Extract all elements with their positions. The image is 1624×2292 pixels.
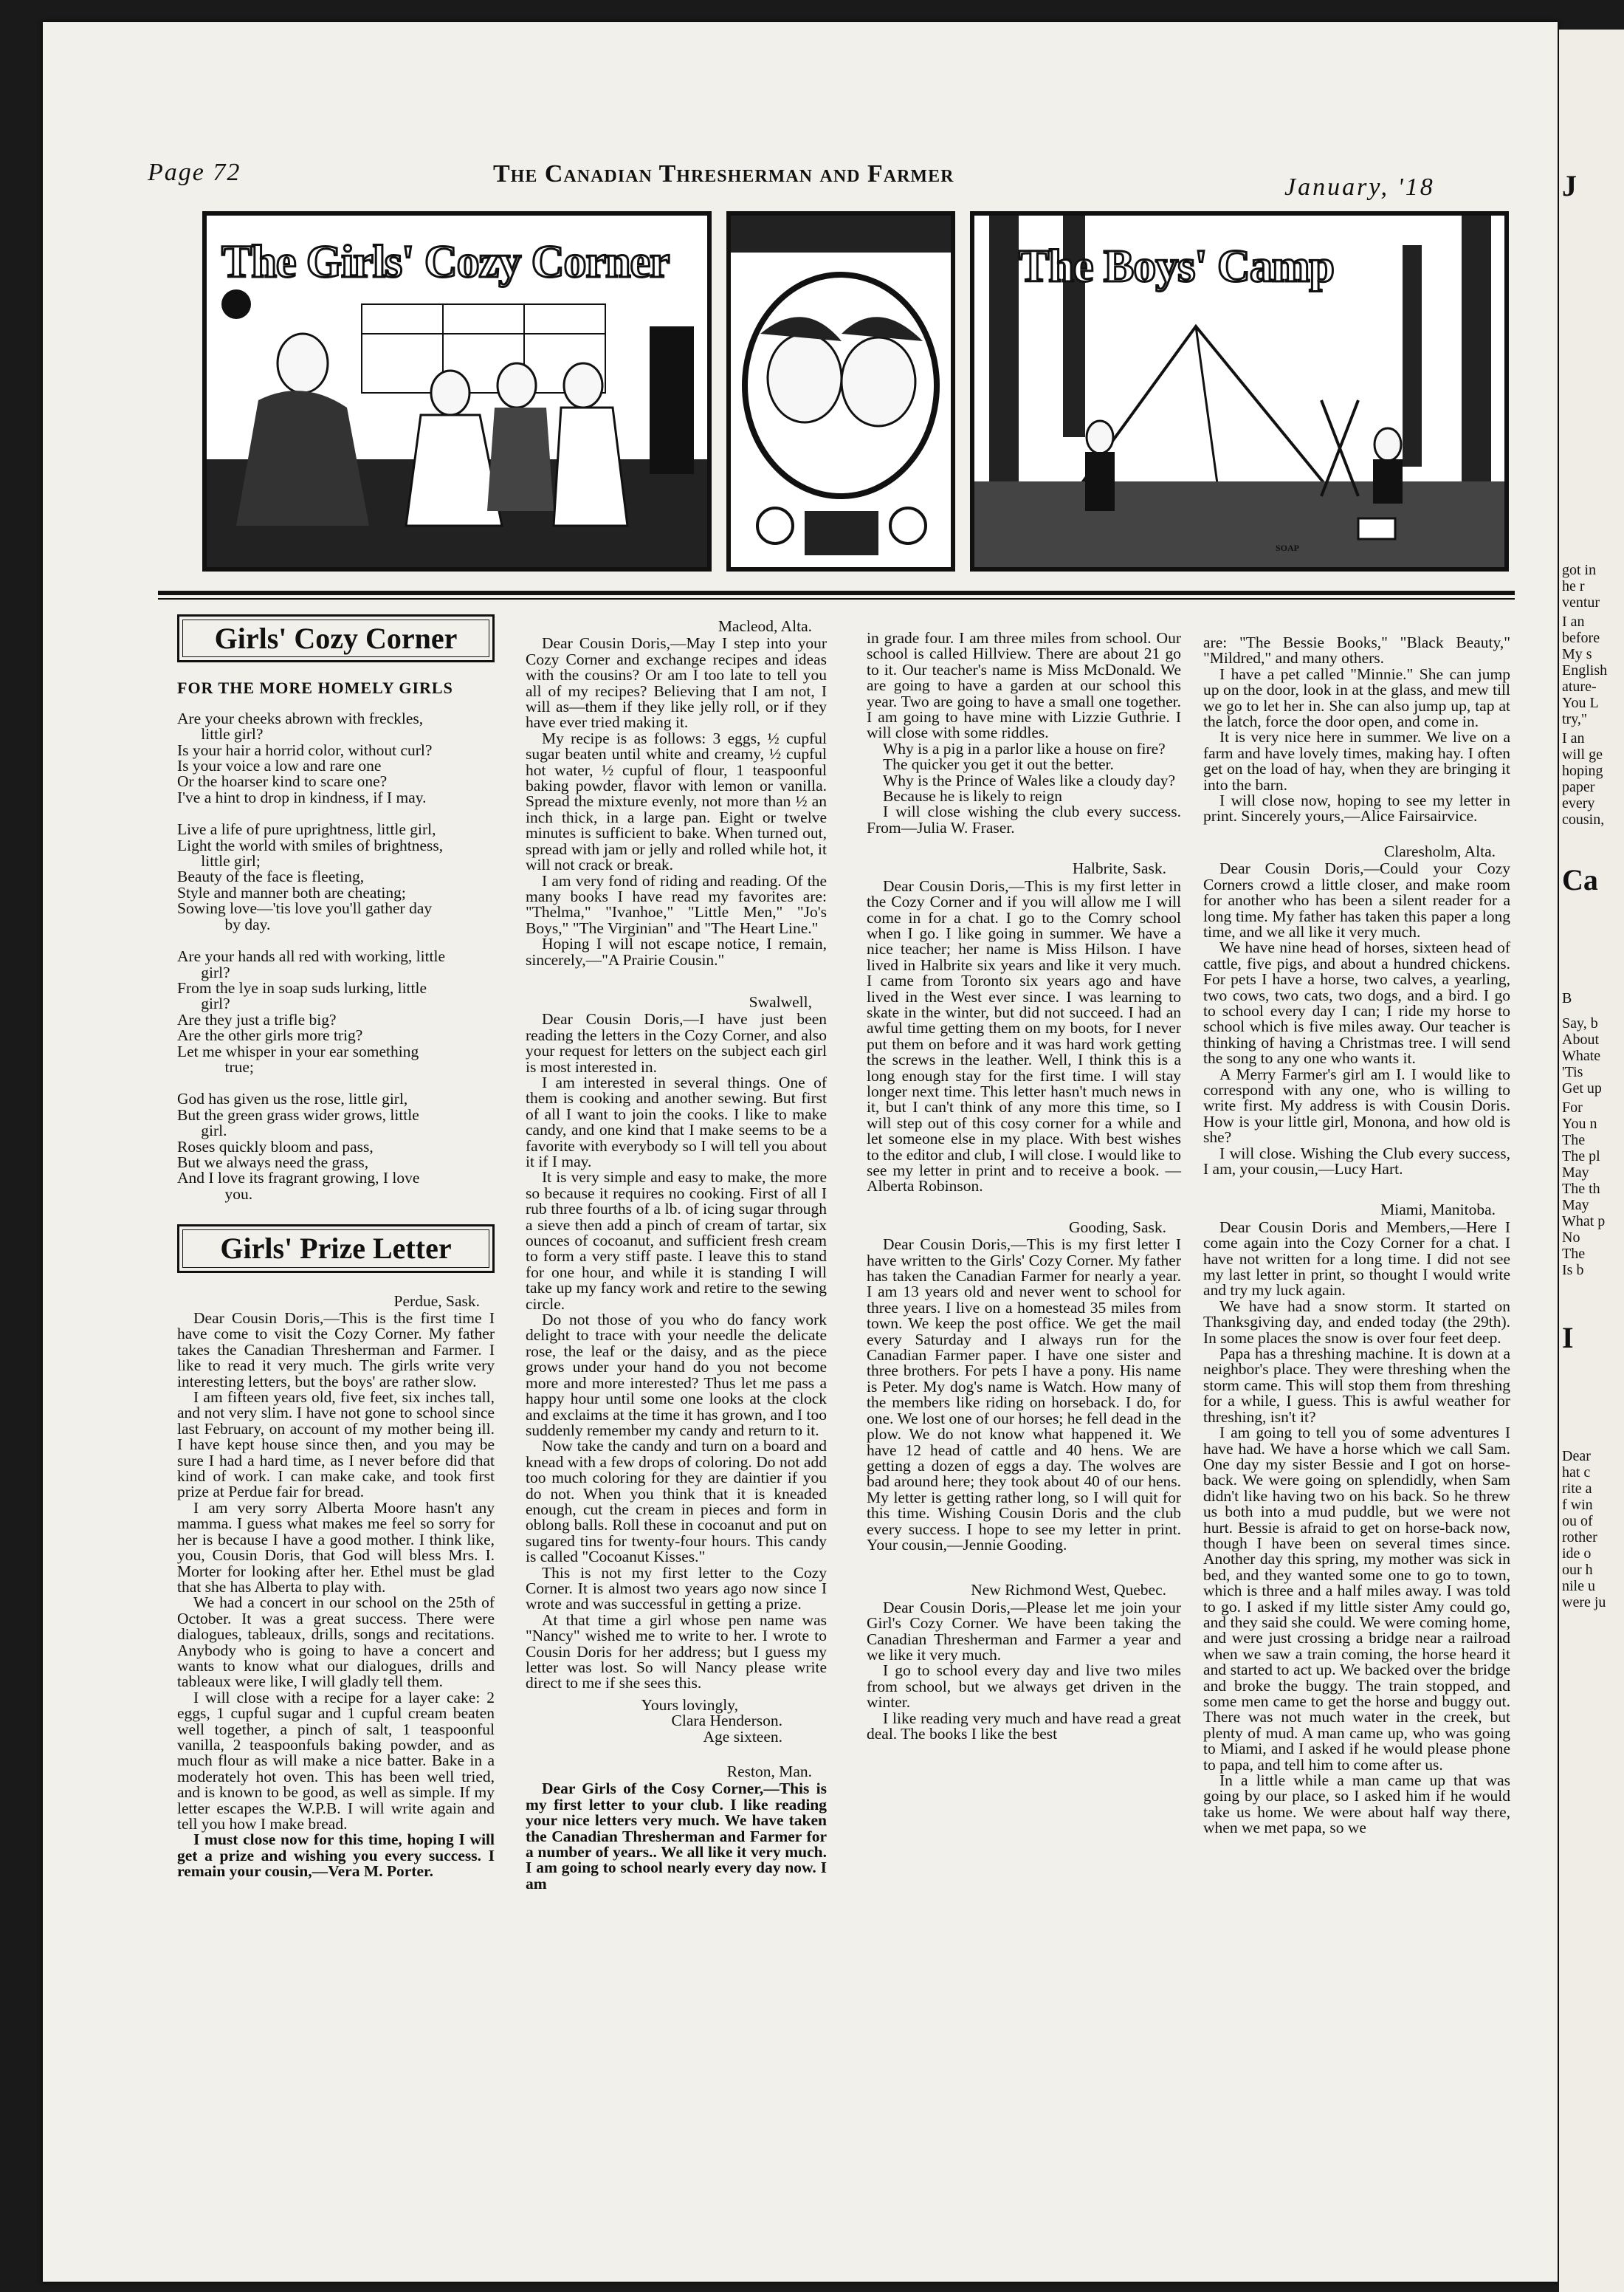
- adjacent-page-fragment: B: [1562, 990, 1572, 1006]
- letter-paragraph: I have a pet called "Minnie." She can jump up on the door, look in at the glass, and mew till we go to let her in. She can also jump up, tap at the latch, force the door open, and come in.: [1203, 665, 1510, 731]
- girls-cozy-corner-heading-box: [177, 614, 495, 662]
- prize-letter-heading: Girls' Prize Letter: [182, 1229, 489, 1267]
- center-portrait-panel: [726, 211, 955, 572]
- letter-paragraph: Dear Girls of the Cosy Corner,—This is my first letter to your club. I like reading your nice letters very much. We have taken the Canadian Thresherman and Farmer for a number of years.. We all like it very much. I am going to school nearly every day now. I am: [526, 1780, 827, 1893]
- poem-stanza-2: Live a life of pure uprightness, little girl, Light the world with smiles of brightness, little girl; Beauty of the face is fleeting, Style and manner both are cheating; Sowing love—'tis love you'll gather day by day.: [177, 820, 444, 933]
- adjacent-page-fragment: May: [1562, 1164, 1589, 1181]
- adjacent-page-fragment: English: [1562, 662, 1608, 679]
- adjacent-page-fragment: The pl: [1562, 1148, 1600, 1164]
- page-header: [148, 151, 1435, 201]
- adjacent-page-fragment: rite a: [1562, 1480, 1592, 1497]
- header-rule: [158, 591, 1515, 595]
- letter-paragraph: We have had a snow storm. It started on Thanksgiving day, and ended today (the 29th). In some places the snow is over four feet deep.: [1203, 1297, 1510, 1347]
- adjacent-page-fragment: got in: [1562, 562, 1597, 578]
- letter-paragraph: I like reading very much and have read a great deal. The books I like the best: [867, 1709, 1181, 1743]
- prize-letter-heading-box: [177, 1224, 495, 1272]
- adjacent-page-fragment: rother: [1562, 1529, 1597, 1545]
- letter-place: Claresholm, Alta.: [1383, 842, 1496, 860]
- letter-place: Gooding, Sask.: [1069, 1218, 1166, 1236]
- letter-paragraph: At that time a girl whose pen name was "Nancy" wished me to write to her. I wrote to Cousin Doris for her address; but I guess my letter was lost. So will Nancy please write direct to me if she sees this.: [526, 1610, 827, 1692]
- adjacent-page-fragment: For: [1562, 1099, 1583, 1116]
- adjacent-page-fragment: Ca: [1562, 863, 1598, 896]
- adjacent-page-fragment: Is b: [1562, 1262, 1584, 1278]
- letter-paragraph: The quicker you get it out the better.: [883, 755, 1114, 774]
- adjacent-page-fragment: I an: [1562, 614, 1585, 630]
- letter-paragraph: Papa has a threshing machine. It is down at a neighbor's place. They were threshing when the storm came. This will stop them from threshing for a while, I guess. This is awful weather for threshing, isn't it?: [1203, 1345, 1510, 1426]
- letter-place: New Richmond West, Quebec.: [971, 1581, 1166, 1599]
- girls-cozy-corner-panel: [202, 211, 712, 572]
- adjacent-page-fragment: What p: [1562, 1213, 1606, 1229]
- adjacent-page-fragment: before: [1562, 630, 1600, 646]
- adjacent-page-fragment: Say, b: [1562, 1015, 1598, 1032]
- children-portrait-illustration: [731, 216, 951, 567]
- prize-paragraph: We had a concert in our school on the 25th of October. It was a great success. There were dialogues, tableaux, drills, songs and recitations. Anybody who is going to have a concert and wants to know what our dialogues, drills and tableaux were like, I will gladly tell them.: [177, 1593, 495, 1691]
- prize-paragraph: Dear Cousin Doris,—This is the first time I have come to visit the Cozy Corner. My father takes the Canadian Thresherman and Farmer. I like to read it very much. The girls write very interesting letters, but the boys' are rather slow.: [177, 1309, 495, 1390]
- page-number: Page 72: [148, 159, 241, 186]
- journal-title: The Canadian Thresherman and Farmer: [493, 160, 954, 188]
- letter-paragraph: are: "The Bessie Books," "Black Beauty," "Mildred," and many others.: [1203, 634, 1510, 668]
- adjacent-page-fragment: nile u: [1562, 1578, 1595, 1594]
- letter-paragraph: Do not those of you who do fancy work delight to trace with your needle the delicate rose, the leaf or the daisy, and as the piece grows under your hand do you not become more and more interested? Thus let me pass a happy hour until some one looks at the clock and exclaims at the time it has grown, and I too suddenly remember my candy and return to it.: [526, 1311, 827, 1439]
- soap-box-label: SOAP: [1276, 543, 1300, 553]
- adjacent-page-fragment: I an: [1562, 730, 1585, 747]
- adjacent-page-fragment: The: [1562, 1132, 1586, 1148]
- adjacent-page-fragment: hoping: [1562, 763, 1603, 779]
- header-rule-thin: [158, 598, 1515, 600]
- adjacent-page-fragment: ature-: [1562, 679, 1597, 695]
- adjacent-page-fragment: You L: [1562, 695, 1599, 711]
- letter-paragraph: I am interested in several things. One of them is cooking and another sewing. But first of all I want to join the cooks. I like to make candy, and one kind that I make seems to be a favorite with everybody so I will tell you about it if I may.: [526, 1073, 827, 1170]
- adjacent-page-strip: [1559, 30, 1624, 2292]
- adjacent-page-fragment: Get up: [1562, 1080, 1602, 1097]
- adjacent-page-fragment: My s: [1562, 646, 1592, 662]
- prize-paragraph: I am fifteen years old, five feet, six inches tall, and not very slim. I have not gone to school since last February, on account of my mother being ill. I have kept house since then, and you may be sure I had a hard time, as I never before did that kind of work. I can make cake, and took first prize at Perdue fair for bread.: [177, 1388, 495, 1501]
- letter-signature: Clara Henderson.: [671, 1712, 782, 1730]
- prize-paragraph: I will close with a recipe for a layer cake: 2 eggs, 1 cupful sugar and 1 cupful cream beaten well together, a pinch of salt, 1 teaspoonful vanilla, 2 teaspoonfuls baking powder, and as much flour as will make a nice batter. Bake in a moderately hot oven. This has been well tried, and is known to be good, as well as simple. If my letter escapes the W.P.B. I will write again and tell you how I make bread.: [177, 1688, 495, 1833]
- boys-camp-title: The Boys' Camp: [1019, 241, 1334, 292]
- letter-place: Swalwell,: [749, 992, 812, 1011]
- adjacent-page-fragment: every: [1562, 795, 1595, 812]
- letter-paragraph: Dear Cousin Doris,—I have just been reading the letters in the Cozy Corner, and also your request for letters on the subject each girl is most interested in.: [526, 1010, 827, 1076]
- adjacent-page-fragment: ide o: [1562, 1545, 1592, 1562]
- column-4: [1203, 635, 1510, 1836]
- letter-paragraph: This is not my first letter to the Cozy Corner. It is almost two years ago now since I wrote and was successful in getting a prize.: [526, 1563, 827, 1613]
- adjacent-page-fragment: The th: [1562, 1181, 1600, 1197]
- letter-signature: Age sixteen.: [703, 1727, 782, 1746]
- prize-paragraph: I am very sorry Alberta Moore hasn't any mamma. I guess what makes me feel so sorry for her is because I have a good mother. I think like, you, Cousin Doris, that God will bless Mrs. I. Morter for looking after her. Ethel must be glad that she has Alberta to play with.: [177, 1498, 495, 1596]
- column-1: [177, 614, 495, 1880]
- letter-paragraph: Because he is likely to reign: [883, 787, 1062, 806]
- letter-paragraph: Why is the Prince of Wales like a cloudy day?: [883, 771, 1176, 789]
- letter-paragraph: In a little while a man came up that was going by our place, so I asked him if he would take us home. We were about half way there, when we met papa, so we: [1203, 1771, 1510, 1837]
- letter-paragraph: A Merry Farmer's girl am I. I would like to correspond with any one, who is willing to write first. My address is with Cousin Doris. How is your little girl, Monona, and how old is she?: [1203, 1065, 1510, 1147]
- banner-illustration: [158, 211, 1515, 580]
- column-3: [867, 631, 1181, 1742]
- letter-place: Miami, Manitoba.: [1380, 1201, 1496, 1219]
- letter-place: Halbrite, Sask.: [1072, 860, 1166, 878]
- adjacent-page-fragment: were ju: [1562, 1594, 1606, 1610]
- column-2: [526, 619, 827, 1892]
- adjacent-page-fragment: paper: [1562, 779, 1595, 795]
- letter-signature: Yours lovingly,: [641, 1695, 738, 1714]
- letter-paragraph: Dear Cousin Doris and Members,—Here I come again into the Cozy Corner for a chat. I have not written for a long time. I did not see my last letter in print, so thought I would write and try my luck again.: [1203, 1218, 1510, 1300]
- letter-paragraph: Hoping I will not escape notice, I remain, sincerely,—"A Prairie Cousin.": [526, 935, 827, 969]
- adjacent-page-fragment: Dear: [1562, 1448, 1591, 1464]
- adjacent-page-fragment: May: [1562, 1197, 1589, 1213]
- letter-paragraph: I am going to tell you of some adventures I have had. We have a horse which we call Sam. One day my sister Bessie and I got on horse-back. We were going on splendidly, when Sam didn't like having two on his back. So he threw us both into a mud puddle, but we were not hurt. Bessie is afraid to get on horse-back now, though I have been on several times since. Another day this spring, my mother was sick in bed, and they wanted some one to go to town, which is three and a half miles away. I was told to go. I asked if my little sister Amy could go, and they said she could. We were coming home, and were just crossing a bridge near a railroad when we saw a train coming, the horse heard it and started to act up. We backed over the bridge and broke the buggy. The train stopped, and some men came to get the horse and buggy out. There was not much water in the creek, but plenty of mud. A man came up, who was going to Miami, and I asked if he would please phone to papa, and tell him to come after us.: [1203, 1424, 1510, 1774]
- letter-paragraph: I will close wishing the club every success. From—Julia W. Fraser.: [867, 803, 1181, 837]
- letter-paragraph: Dear Cousin Doris,—Could your Cozy Corners crowd a little closer, and make room for another who has been a silent reader for a long time. My father has taken this paper a long time, and we all like it very much.: [1203, 860, 1510, 941]
- letter-paragraph: It is very nice here in summer. We live on a farm and have lovely times, making hay. I often get on the load of hay, when they are bringing it into the barn.: [1203, 728, 1510, 794]
- poem-stanza-3: Are your hands all red with working, little girl? From the lye in soap suds lurking, little girl? Are they just a trifle big? Are the other girls more trig? Let me whisper in your ear something true;: [177, 947, 446, 1076]
- adjacent-page-fragment: cousin,: [1562, 812, 1605, 828]
- adjacent-page-fragment: 'Tis: [1562, 1064, 1583, 1080]
- letter-paragraph: We have nine head of horses, sixteen head of cattle, five pigs, and about a hundred chickens. For pets I have a horse, two calves, a yearling, two cows, two cats, two dogs, and a bird. I go to school every day I can; I ride my horse to school which is five miles away. Our teacher is thinking of having a Christmas tree. I will send the song to any one who wants it.: [1203, 939, 1510, 1068]
- letter-place: Macleod, Alta.: [718, 617, 812, 635]
- adjacent-page-fragment: You n: [1562, 1116, 1597, 1132]
- letter-paragraph: Why is a pig in a parlor like a house on fire?: [883, 739, 1166, 758]
- poem-stanza-4: God has given us the rose, little girl, But the green grass wider grows, little girl. Roses quickly bloom and pass, But we always need the grass, And I love its fragrant growing, I love you.: [177, 1090, 420, 1203]
- boys-camp-panel: [970, 211, 1509, 572]
- adjacent-page-fragment: The: [1562, 1246, 1586, 1262]
- letter-paragraph: I am very fond of riding and reading. Of the many books I have read my favorites are: "Thelma," "Ivanhoe," "Little Men," "Jo's Boys," "The Virginian" and "The Heart Line.": [526, 871, 827, 937]
- adjacent-page-fragment: f win: [1562, 1497, 1593, 1513]
- adjacent-page-fragment: hat c: [1562, 1464, 1591, 1480]
- adjacent-page-fragment: our h: [1562, 1562, 1593, 1578]
- adjacent-page-fragment: I: [1562, 1321, 1574, 1354]
- letter-paragraph: I go to school every day and live two miles from school, but we always get driven in the winter.: [867, 1661, 1181, 1712]
- girls-cozy-corner-title: The Girls' Cozy Corner: [221, 237, 670, 287]
- poem-title: FOR THE MORE HOMELY GIRLS: [177, 679, 453, 698]
- letter-paragraph: Dear Cousin Doris,—May I step into your Cozy Corner and exchange recipes and ideas with the cousins? Or am I too late to tell you all of my recipes? Believing that I am not, I will as—them if they like jelly roll, or if they have ever tried making it.: [526, 634, 827, 732]
- letter-paragraph: I will close now, hoping to see my letter in print. Sincerely yours,—Alice Fairsairvice.: [1203, 792, 1510, 826]
- adjacent-page-fragment: ou of: [1562, 1513, 1593, 1529]
- adjacent-page-fragment: J: [1562, 169, 1577, 202]
- letter-paragraph: Dear Cousin Doris,—This is my first letter I have written to the Girls' Cozy Corner. My father has taken the Canadian Farmer for nearly a year. I am 13 years old and never went to school for three years. I live on a homestead 35 miles from town. We keep the post office. We get the mail every Saturday and I always run for the Canadian Farmer paper. I have one sister and three brothers. For pets I have a pony. His name is Peter. My dog's name is Watch. How many of the members like riding on horseback. I do, for one. We lost one of our horses; he fell dead in the plow. We do not know what happened it. We have 12 head of cattle and 40 hens. We are getting a dozen of eggs a day. The wolves are bad around here; they took about 40 of our hens. My letter is getting rather long, so I will quit for this time. Wishing Cousin Doris and the club every success. I hope to see my letter in print. Your cousin,—Jennie Gooding.: [867, 1235, 1181, 1554]
- adjacent-page-fragment: About: [1562, 1032, 1599, 1048]
- letter-paragraph: Dear Cousin Doris,—Please let me join your Girl's Cozy Corner. We have been taking the Canadian Thresherman and Farmer a year and we like it very much.: [867, 1598, 1181, 1664]
- adjacent-page-fragment: ventur: [1562, 594, 1600, 611]
- adjacent-page-fragment: will ge: [1562, 747, 1603, 763]
- letter-paragraph: I will close. Wishing the Club every success, I am, your cousin,—Lucy Hart.: [1203, 1144, 1510, 1178]
- letter-paragraph: Now take the candy and turn on a board and knead with a few drops of coloring. Do not add too much coloring for they are daintier if you do not. When you think that it is kneaded enough, cut the cream in pieces and form in oblong balls. Roll these in cocoanut and put on sugared tins for twenty-four hours. This candy is called "Cocoanut Kisses.": [526, 1437, 827, 1566]
- adjacent-page-fragment: No: [1562, 1229, 1580, 1246]
- adjacent-page-fragment: Whate: [1562, 1048, 1601, 1064]
- letter-paragraph: My recipe is as follows: 3 eggs, ½ cupful sugar beaten until white and creamy, ½ cupful hot water, ½ cupful of flour, 1 teaspoonful baking powder, flavor with lemon or vanilla. Spread the mixture evenly, not more than ½ an inch thick, in a large pan. Eight or twelve minutes is sufficient to bake. When turned out, spread with jam or jelly and rolled while hot, it will not crack or break.: [526, 729, 827, 874]
- letter-paragraph: in grade four. I am three miles from school. Our school is called Hillview. There are about 21 go to it. Our teacher's name is Miss McDonald. We are going to have a garden at our school this year. Two are going to have a small one together. I am going to have mine with Lizzie Guthrie. I will close with some riddles.: [867, 629, 1181, 742]
- adjacent-page-fragment: he r: [1562, 578, 1585, 594]
- prize-letter-place: Perdue, Sask.: [393, 1291, 480, 1310]
- adjacent-page-fragment: try,": [1562, 711, 1588, 727]
- poem-stanza-1: Are your cheeks abrown with freckles, little girl? Is your hair a horrid color, without curl? Is your voice a low and rare one Or the hoarser kind to scare one? I've a hint to drop in kindness, if I may.: [177, 709, 433, 806]
- letter-paragraph: It is very simple and easy to make, the more so because it requires no cooking. First of all I rub three fourths of a lb. of icing sugar through a sieve then add a pinch of cream of tartar, six ounces of cocoanut, and sufficient fresh cream to form a very stiff paste. I leave this to stand for one hour, and while it is standing I will take up my fancy work and retire to the sewing circle.: [526, 1168, 827, 1313]
- prize-paragraph: I must close now for this time, hoping I will get a prize and wishing you every success. I remain your cousin,—Vera M. Porter.: [177, 1830, 495, 1881]
- girls-cozy-corner-heading: Girls' Cozy Corner: [182, 620, 489, 657]
- letter-paragraph: Dear Cousin Doris,—This is my first letter in the Cozy Corner and if you will allow me I will come in for a chat. I go to the Comry school when I go. I like going in summer. We have a nice teacher; her name is Miss Hilson. I have lived in Halbrite six years and like it very much. I came from Toronto six years ago and have lived in the West ever since. I was learning to skate in the winter, but did not succeed. I had an awful time getting them on my boots, for I never put them on before and it was hard work getting the screws in the leather. Well, I think this is a long enough stay for the first time. I will stay longer next time. This letter hasn't much news in it, but I can't think of any more this time, so I will step out of this cosy corner for a while and let someone else in my place. With best wishes to the editor and club, I will close. I would like to see my letter in print and to receive a book. — Alberta Robinson.: [867, 876, 1181, 1195]
- issue-date: January, '18: [1284, 174, 1435, 201]
- letter-place: Reston, Man.: [726, 1763, 812, 1781]
